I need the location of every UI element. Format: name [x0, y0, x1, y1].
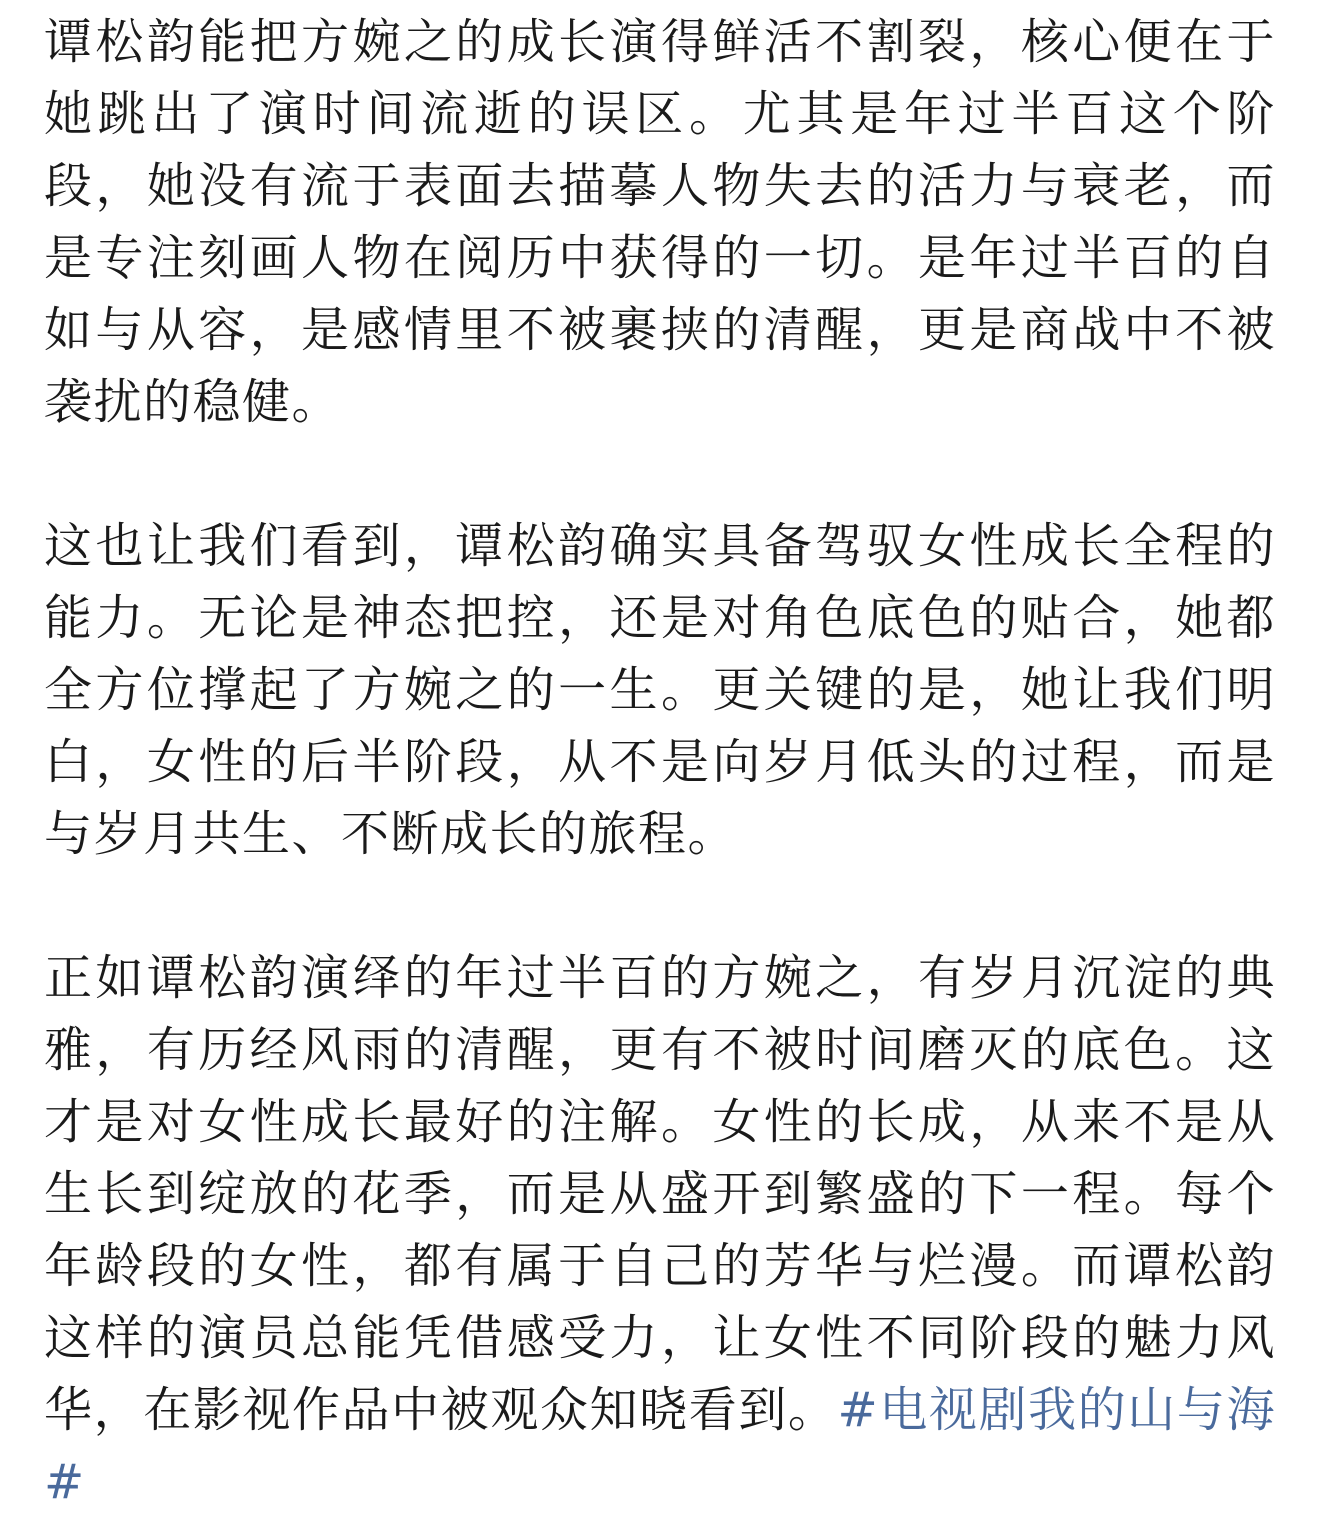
paragraph-3	[44, 942, 1276, 1518]
paragraph-3-text: 正如谭松韵演绎的年过半百的方婉之，有岁月沉淀的典雅，有历经风雨的清醒，更有不被时间磨灭的底色。这才是对女性成长最好的注解。女性的长成，从来不是从生长到绽放的花季，而是从盛开到繁盛的下一程。每个年龄段的女性，都有属于自己的芳华与烂漫。而谭松韵这样的演员总能凭借感受力，让女性不同阶段的魅力风华，在影视作品中被观众知晓看到。	[44, 950, 1276, 1438]
paragraph-1: 谭松韵能把方婉之的成长演得鲜活不割裂，核心便在于她跳出了演时间流逝的误区。尤其是年过半百这个阶段，她没有流于表面去描摹人物失去的活力与衰老，而是专注刻画人物在阅历中获得的一切。是年过半百的自如与从容，是感情里不被裹挟的清醒，更是商战中不被袭扰的稳健。	[44, 14, 1276, 430]
hashtag-link[interactable]: #电视剧我的山与海#	[44, 1382, 1276, 1510]
paragraph-2: 这也让我们看到，谭松韵确实具备驾驭女性成长全程的能力。无论是神态把控，还是对角色底色的贴合，她都全方位撑起了方婉之的一生。更关键的是，她让我们明白，女性的后半阶段，从不是向岁月低头的过程，而是与岁月共生、不断成长的旅程。	[44, 518, 1276, 862]
